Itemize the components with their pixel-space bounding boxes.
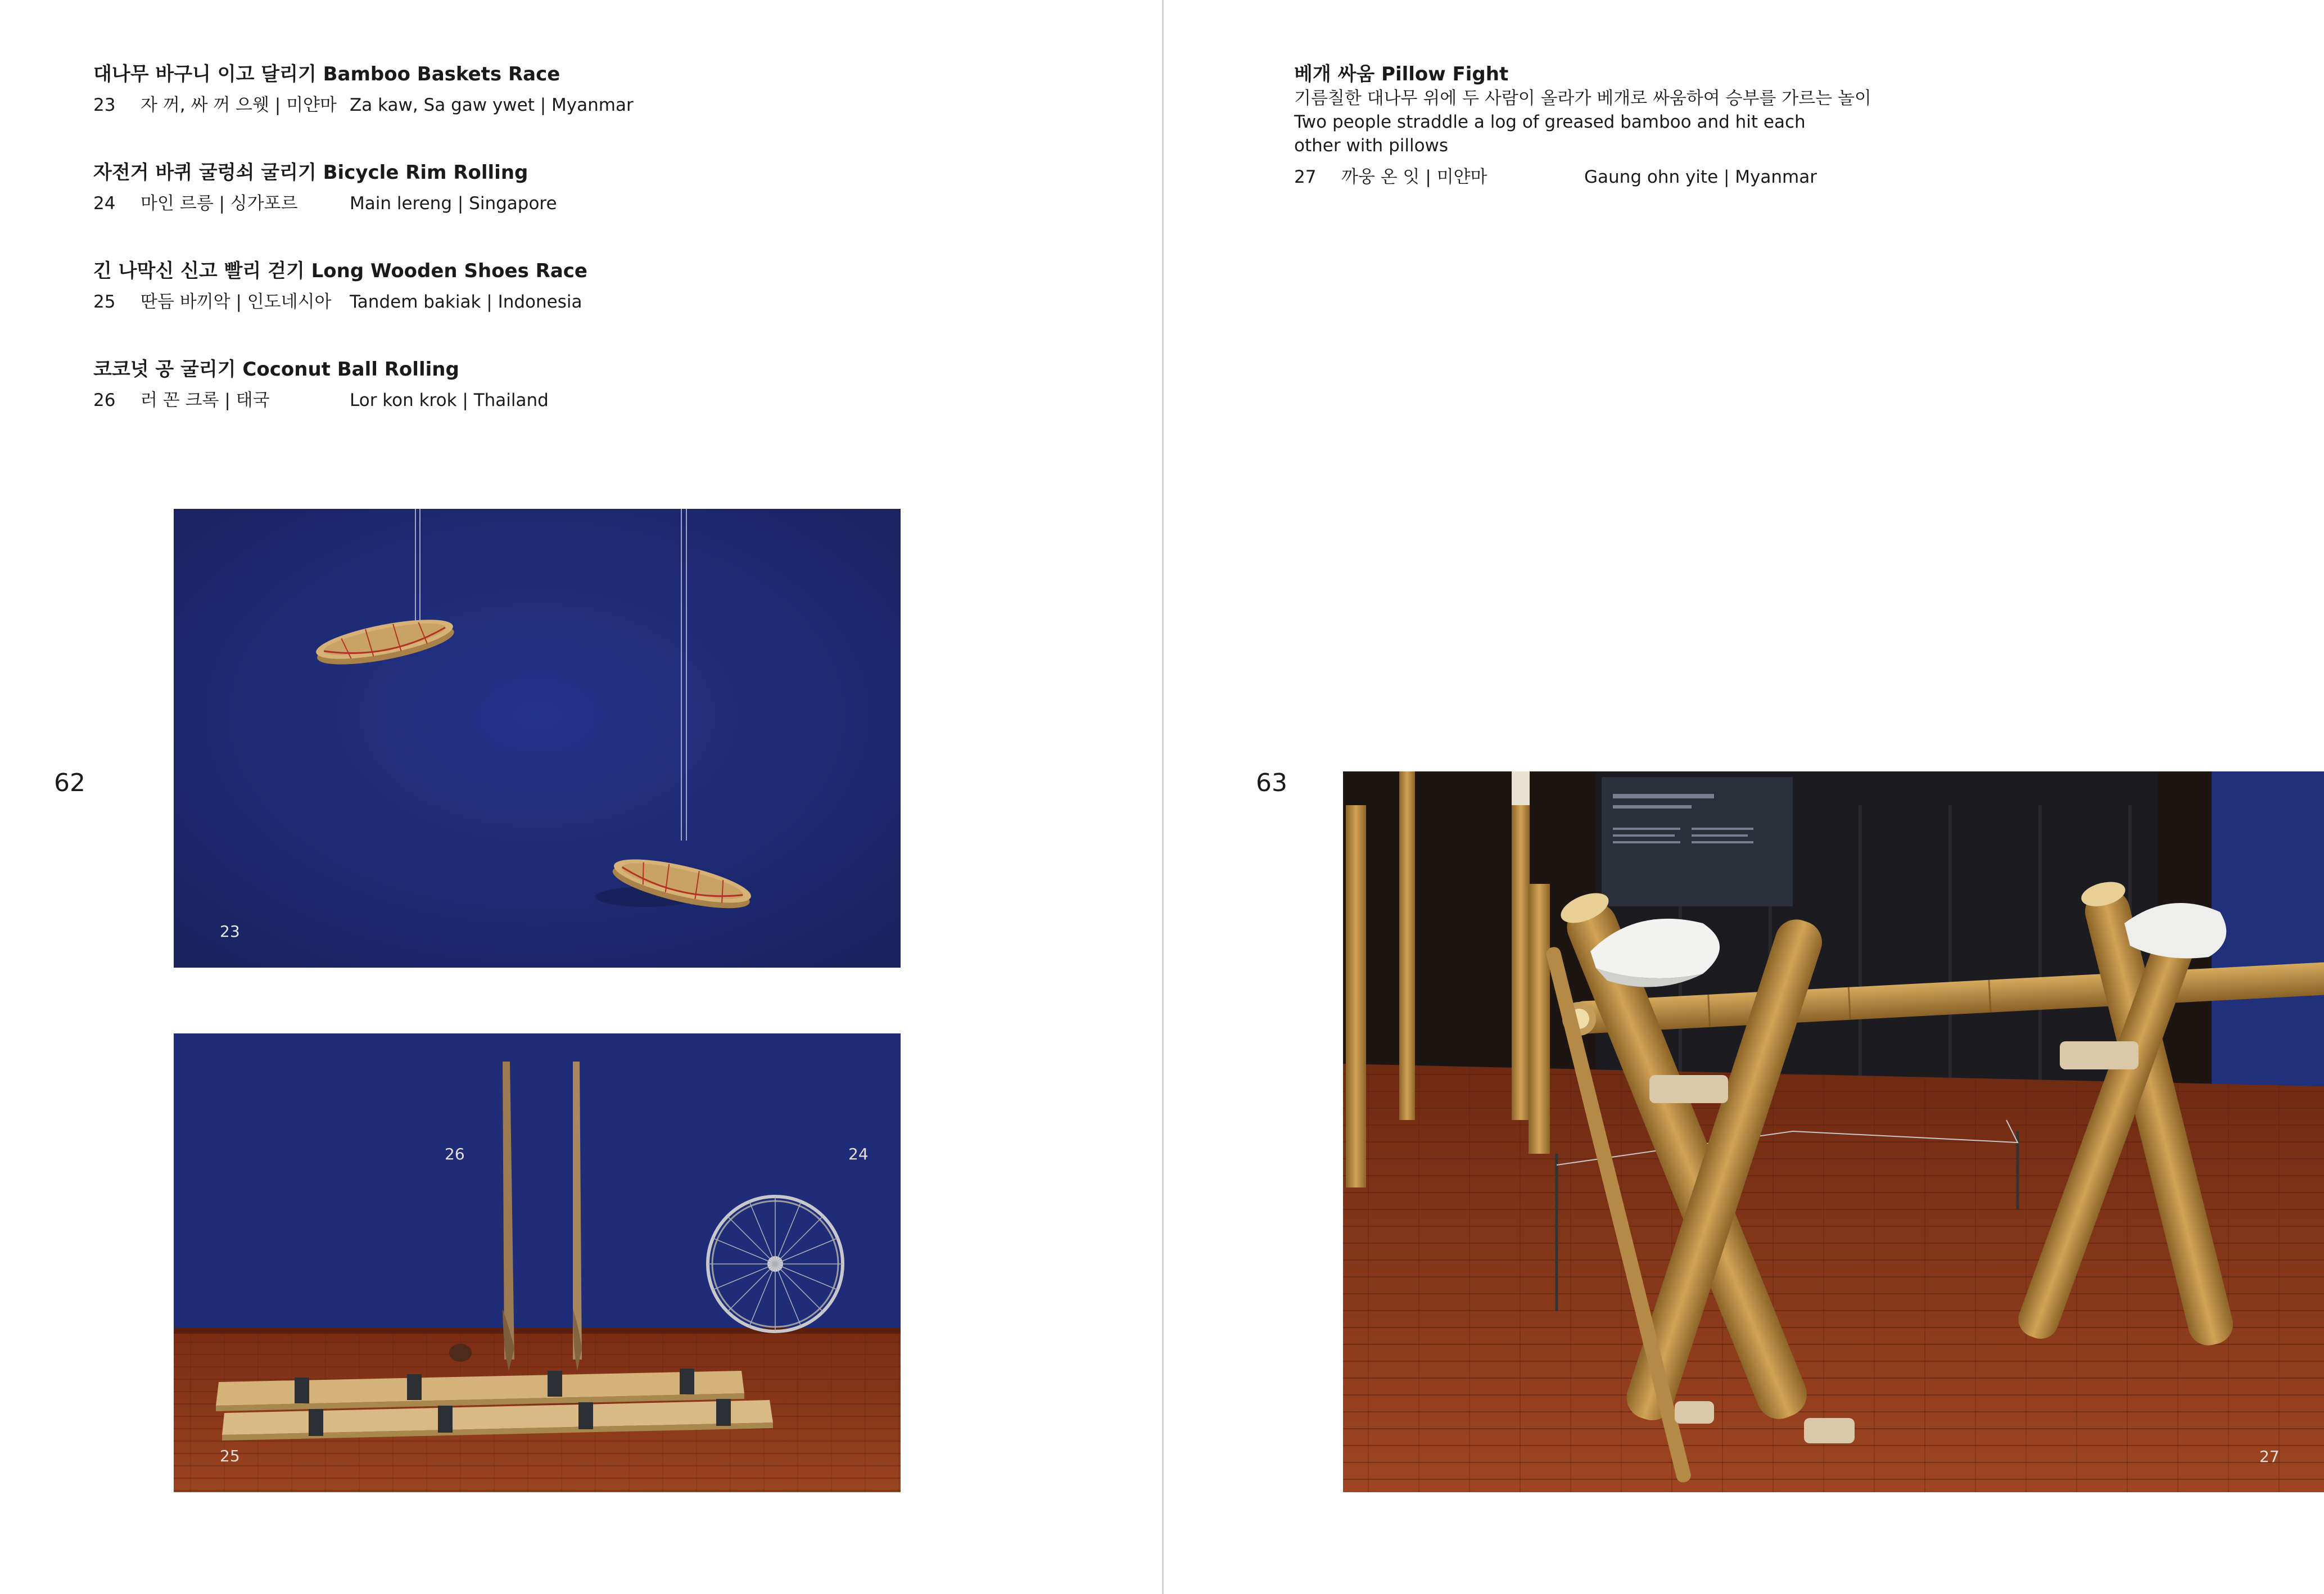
entry-title: 긴 나막신 신고 빨리 걷기 Long Wooden Shoes Race: [93, 260, 587, 282]
entry-number: 24: [93, 193, 116, 214]
entry-title: 코코넛 공 굴리기 Coconut Ball Rolling: [93, 358, 459, 381]
entry-number: 23: [93, 95, 116, 115]
entry-local-name: 까웅 온 잇 | 미얀마: [1341, 167, 1487, 187]
games-objects-illustration: [174, 1033, 901, 1492]
entry-roman-name: Main lereng | Singapore: [350, 193, 557, 214]
entry-detail-row: [1294, 163, 1871, 191]
entry-detail-row: [93, 189, 557, 218]
photo-label-25: 25: [220, 1447, 240, 1465]
entry-title: 베개 싸움 Pillow Fight: [1294, 63, 1509, 85]
entry-coconut-ball-rolling: [93, 357, 549, 414]
entry-local-name: 딴듬 바끼악 | 인도네시아: [141, 292, 332, 312]
entry-detail-row: [93, 91, 634, 119]
photo-shoes-rim-coconut: [174, 1033, 901, 1492]
entry-detail-row: [93, 386, 549, 414]
photo-label-24: 24: [848, 1145, 869, 1163]
entry-number: 25: [93, 292, 116, 312]
entry-roman-name: Tandem bakiak | Indonesia: [350, 292, 582, 312]
page-number-right: 63: [1256, 769, 1287, 797]
photo-label-27: 27: [2259, 1447, 2280, 1466]
entry-local-name: 마인 르릉 | 싱가포르: [141, 193, 298, 214]
entry-title: 대나무 바구니 이고 달리기 Bamboo Baskets Race: [93, 63, 560, 85]
entry-number: 26: [93, 390, 116, 410]
entry-description-english-2: other with pillows: [1294, 136, 1449, 156]
photo-pillow-fight: [1343, 771, 2324, 1492]
photo-label-26: 26: [445, 1145, 465, 1163]
entry-detail-row: [93, 288, 587, 316]
page-number-left: 62: [54, 769, 85, 797]
entry-local-name: 자 꺼, 싸 꺼 으웻 | 미얀마: [141, 95, 337, 115]
entry-title: 자전거 바퀴 굴렁쇠 굴리기 Bicycle Rim Rolling: [93, 161, 528, 184]
hanging-baskets-illustration: [174, 509, 901, 968]
entry-description-english-1: Two people straddle a log of greased bamboo and hit each: [1294, 112, 1806, 132]
entry-description-korean: 기름칠한 대나무 위에 두 사람이 올라가 베개로 싸움하여 승부를 가르는 놀이: [1294, 88, 1871, 109]
entry-number: 27: [1294, 167, 1317, 187]
photo-bamboo-baskets: [174, 509, 901, 968]
entry-bamboo-baskets-race: [93, 62, 634, 119]
entry-local-name: 러 꼰 크록 | 태국: [141, 390, 270, 410]
entry-pillow-fight: [1294, 62, 1871, 191]
bamboo-frame-illustration: [1343, 771, 2324, 1492]
entry-roman-name: Gaung ohn yite | Myanmar: [1584, 167, 1817, 187]
entry-roman-name: Lor kon krok | Thailand: [350, 390, 549, 410]
entry-bicycle-rim-rolling: [93, 160, 557, 218]
entry-roman-name: Za kaw, Sa gaw ywet | Myanmar: [350, 95, 634, 115]
entry-long-wooden-shoes-race: [93, 259, 587, 316]
photo-label-23: 23: [220, 922, 240, 941]
spread-gutter: [1162, 0, 1164, 1594]
